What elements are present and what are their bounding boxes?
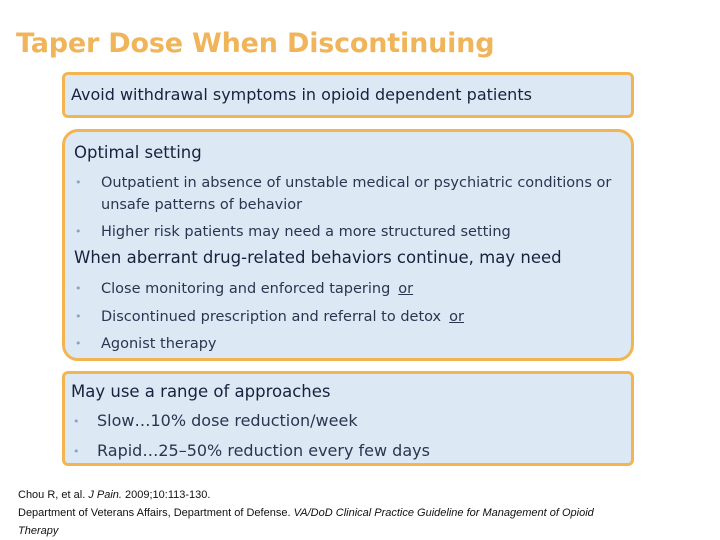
optimal-setting-heading: Optimal setting bbox=[74, 143, 202, 162]
approach-slow: Slow…10% dose reduction/week bbox=[97, 411, 358, 430]
reference-chou: Chou R, et al. J Pain. 2009;10:113-130. bbox=[18, 489, 211, 501]
reference-va-dod: Department of Veterans Affairs, Department of Defense. VA/DoD Clinical Practice Guideline for Management of Opioid Therapy bbox=[18, 507, 594, 537]
approach-rapid: Rapid…25–50% reduction every few days bbox=[97, 441, 430, 460]
aberrant-behaviors-heading: When aberrant drug-related behaviors continue, may need bbox=[74, 248, 562, 267]
bullet-text: Discontinued prescription and referral to detox or bbox=[101, 309, 464, 325]
bullet-icon: • bbox=[75, 282, 82, 295]
bullet-icon: • bbox=[75, 225, 82, 238]
bullet-icon: • bbox=[75, 337, 82, 350]
bullet-text: Higher risk patients may need a more structured setting bbox=[101, 224, 511, 240]
approaches-heading: May use a range of approaches bbox=[71, 382, 331, 401]
bullet-icon: • bbox=[75, 310, 82, 323]
bullet-text: Outpatient in absence of unstable medical or psychiatric conditions or unsafe patterns of behavior bbox=[101, 175, 612, 213]
withdrawal-callout-text: Avoid withdrawal symptoms in opioid dependent patients bbox=[71, 85, 532, 104]
or-connector: or bbox=[449, 309, 464, 325]
bullet-text: Close monitoring and enforced tapering or bbox=[101, 281, 414, 297]
bullet-text: Agonist therapy bbox=[101, 336, 217, 352]
approaches-box bbox=[62, 371, 634, 466]
bullet-icon: • bbox=[73, 415, 80, 428]
bullet-icon: • bbox=[73, 445, 80, 458]
or-connector: or bbox=[398, 281, 414, 297]
setting-behaviors-box bbox=[62, 129, 634, 361]
references bbox=[18, 486, 618, 540]
slide-title: Taper Dose When Discontinuing bbox=[16, 28, 495, 59]
bullet-icon: • bbox=[75, 176, 82, 189]
withdrawal-callout-box bbox=[62, 72, 634, 118]
